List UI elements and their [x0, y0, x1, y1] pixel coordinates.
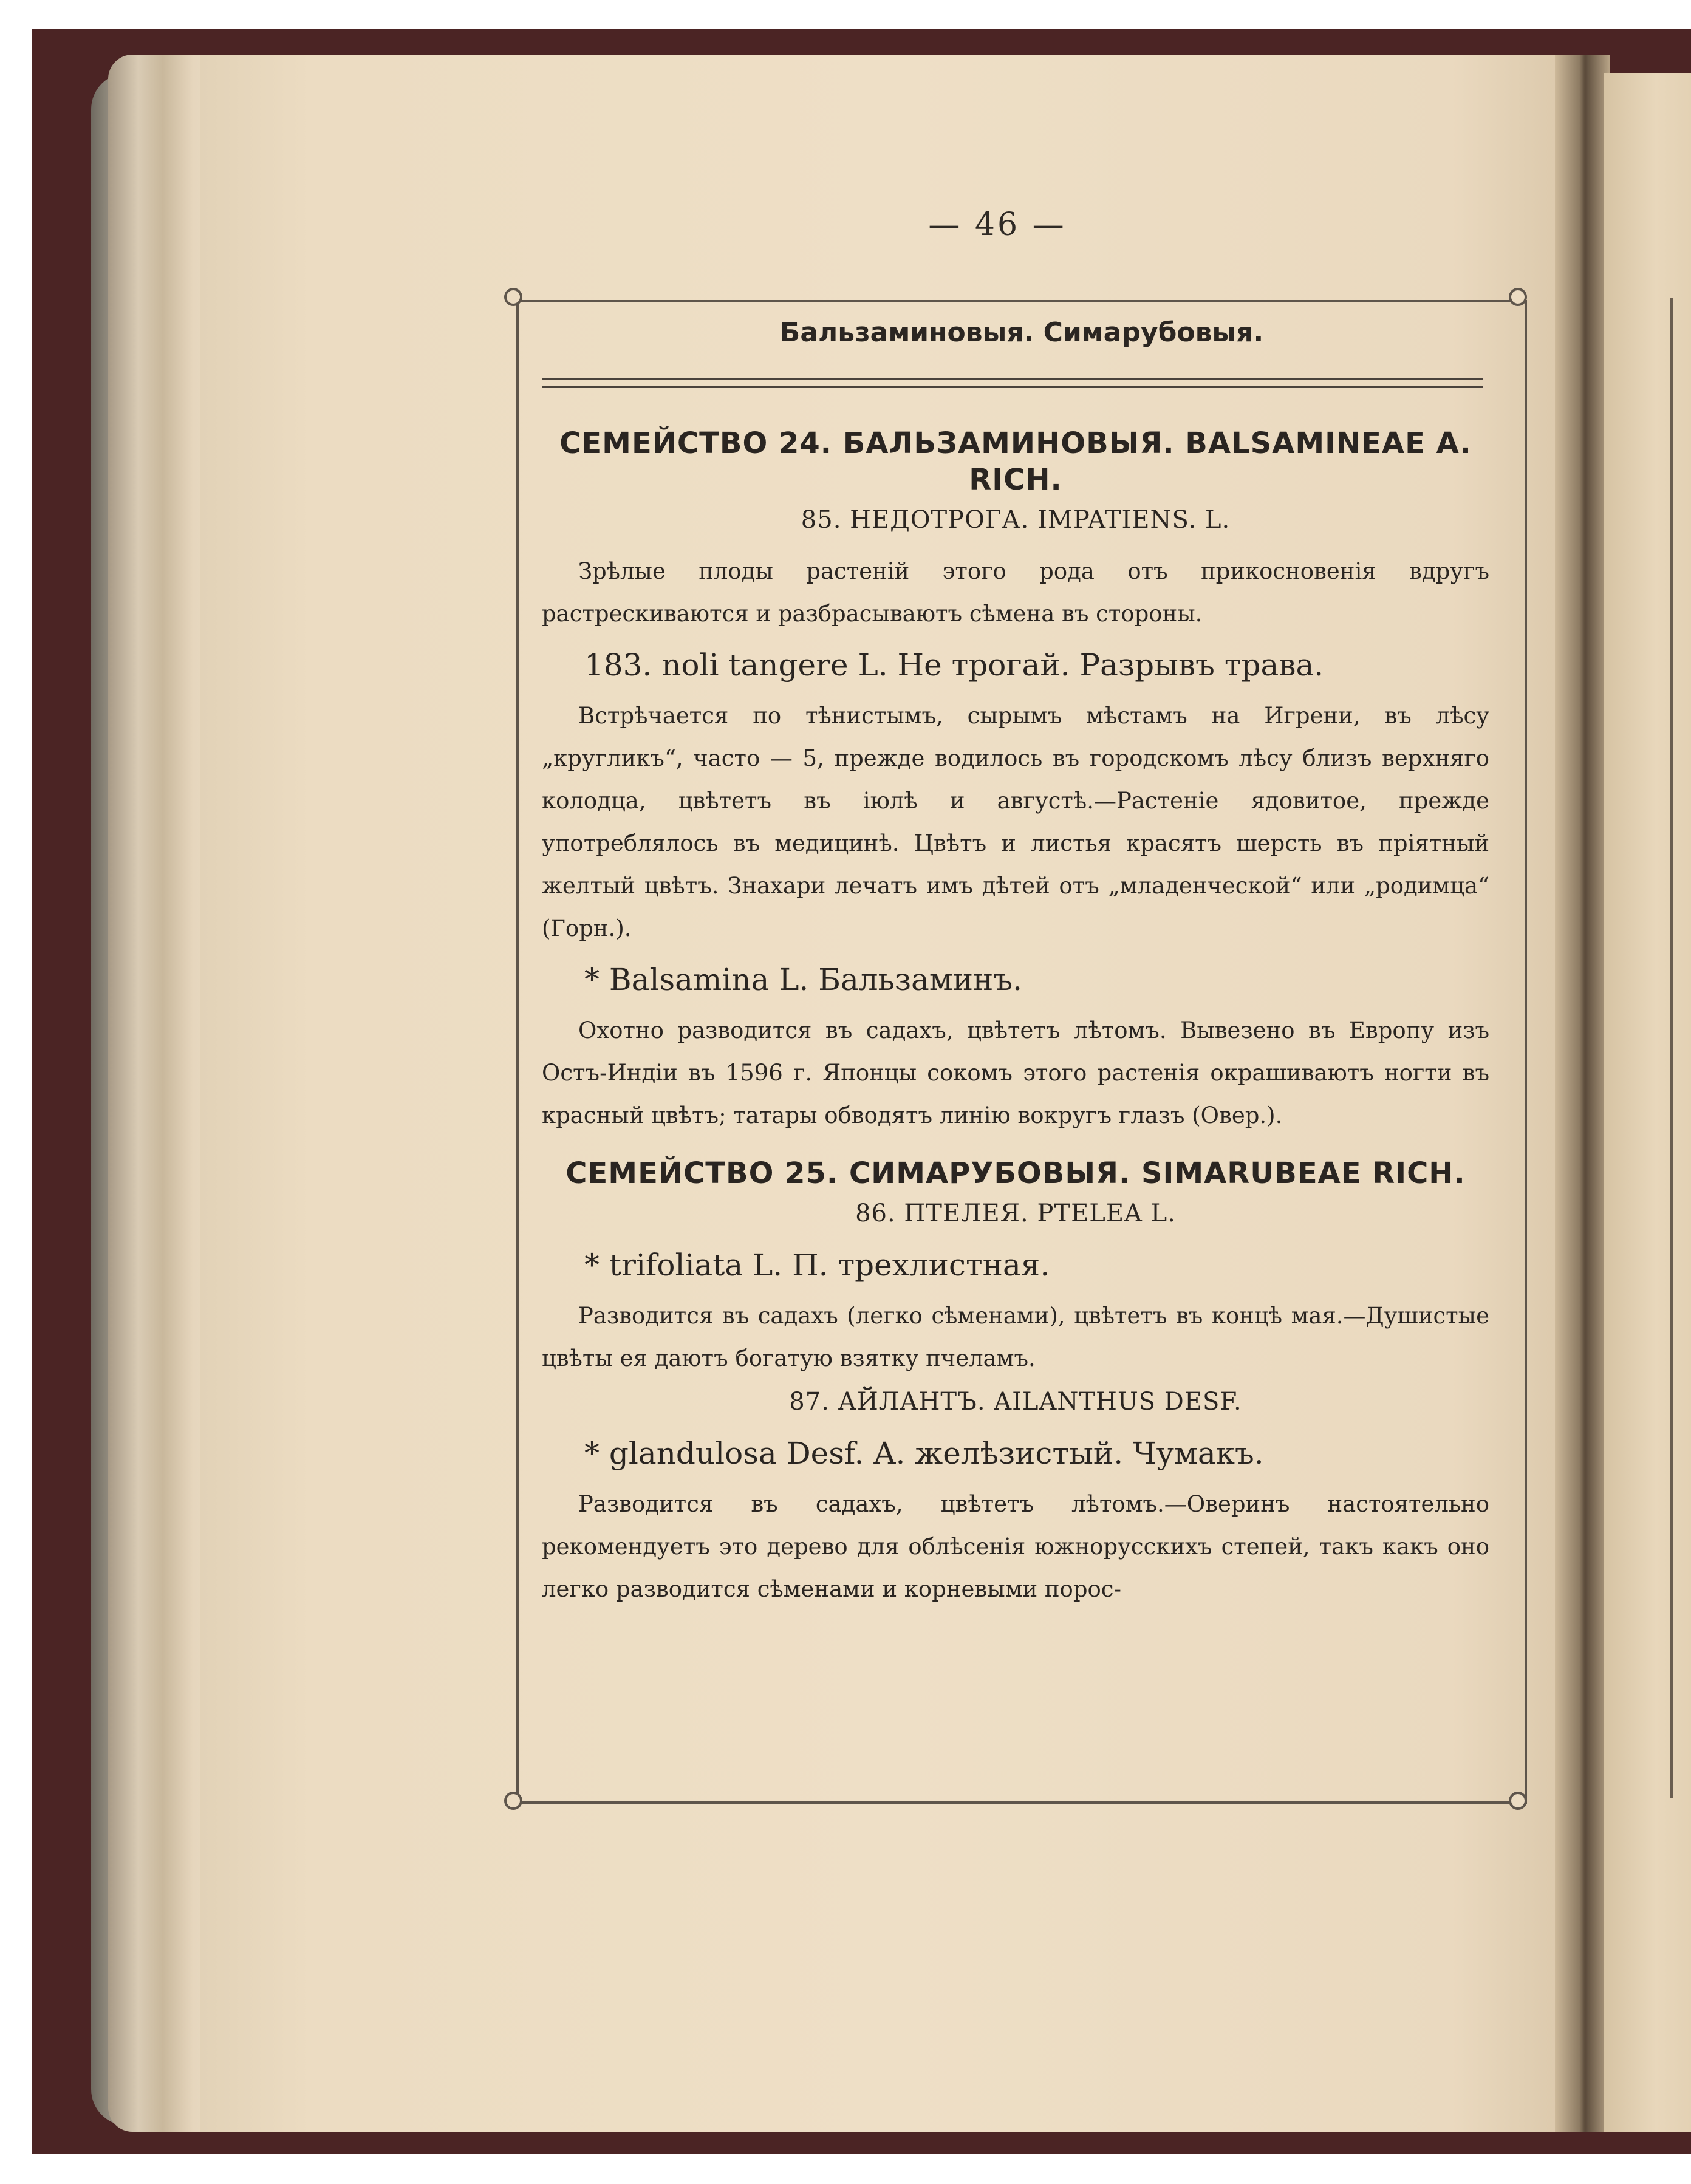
- genus-heading: 86. ПТЕЛЕЯ. PTELEA L.: [855, 1199, 1176, 1227]
- book-gutter: [1555, 55, 1610, 2132]
- paragraph: Разводится въ садахъ (легко сѣменами), цвѣтетъ въ концѣ мая.—Душистые цвѣты ея даютъ богатую взятку пчеламъ.: [542, 1303, 1489, 1371]
- paragraph: Разводится въ садахъ, цвѣтетъ лѣтомъ.—Оверинъ настоятельно рекомендуетъ это дерево для облѣсенія южнорусскихъ степей, такъ какъ оно легко разводится сѣменами и корневыми порос-: [542, 1491, 1489, 1602]
- page-content: [542, 419, 1489, 1611]
- genus-heading: 85. НЕДОТРОГА. IMPATIENS. L.: [801, 506, 1231, 534]
- family-heading: СЕМЕЙСТВО 24. БАЛЬЗАМИНОВЫЯ. BALSAMINEAE A. RICH.: [559, 426, 1472, 497]
- running-head: Бальзаминовыя. Симарубовыя.: [779, 317, 1264, 348]
- genus-heading: 87. АЙЛАНТЪ. AILANTHUS DESF.: [789, 1388, 1242, 1416]
- page-number: — 46 —: [928, 206, 1067, 243]
- species-heading: * Balsamina L. Бальзаминъ.: [584, 962, 1023, 997]
- next-page: [1604, 73, 1691, 2132]
- header-rule: [542, 386, 1483, 388]
- frame-corner-ornament: [1509, 288, 1527, 306]
- species-heading: 183. noli tangere L. Не трогай. Разрывъ трава.: [584, 647, 1324, 683]
- species-heading: * trifoliata L. П. трехлистная.: [584, 1247, 1050, 1283]
- species-heading: * glandulosa Desf. A. желѣзистый. Чумакъ.: [584, 1436, 1264, 1471]
- header-rule: [542, 378, 1483, 380]
- paragraph: Зрѣлые плоды растеній этого рода отъ прикосновенія вдругъ растрескиваются и разбрасываютъ сѣмена въ стороны.: [542, 558, 1489, 627]
- frame-corner-ornament: [504, 288, 522, 306]
- frame-corner-ornament: [1509, 1792, 1527, 1810]
- paragraph: Охотно разводится въ садахъ, цвѣтетъ лѣтомъ. Вывезено въ Европу изъ Остъ-Индіи въ 1596 г. Японцы сокомъ этого растенія окрашиваютъ ногти въ красный цвѣтъ; татары обводятъ линію вокругъ глазъ (Овер.).: [542, 1017, 1489, 1128]
- family-heading: СЕМЕЙСТВО 25. СИМАРУБОВЫЯ. SIMARUBEAE RICH.: [565, 1156, 1466, 1190]
- frame-corner-ornament: [504, 1792, 522, 1810]
- paragraph: Встрѣчается по тѣнистымъ, сырымъ мѣстамъ на Игрени, въ лѣсу „кругликъ“, часто — 5, прежде водилось въ городскомъ лѣсу близъ верхняго колодца, цвѣтетъ въ іюлѣ и августѣ.—Растеніе ядовитое, прежде употреблялось въ медицинѣ. Цвѣтъ и листья красятъ шерсть въ пріятный желтый цвѣтъ. Знахари лечатъ имъ дѣтей отъ „младенческой“ или „родимца“ (Горн.).: [542, 703, 1489, 941]
- next-page-frame-line: [1670, 298, 1673, 1798]
